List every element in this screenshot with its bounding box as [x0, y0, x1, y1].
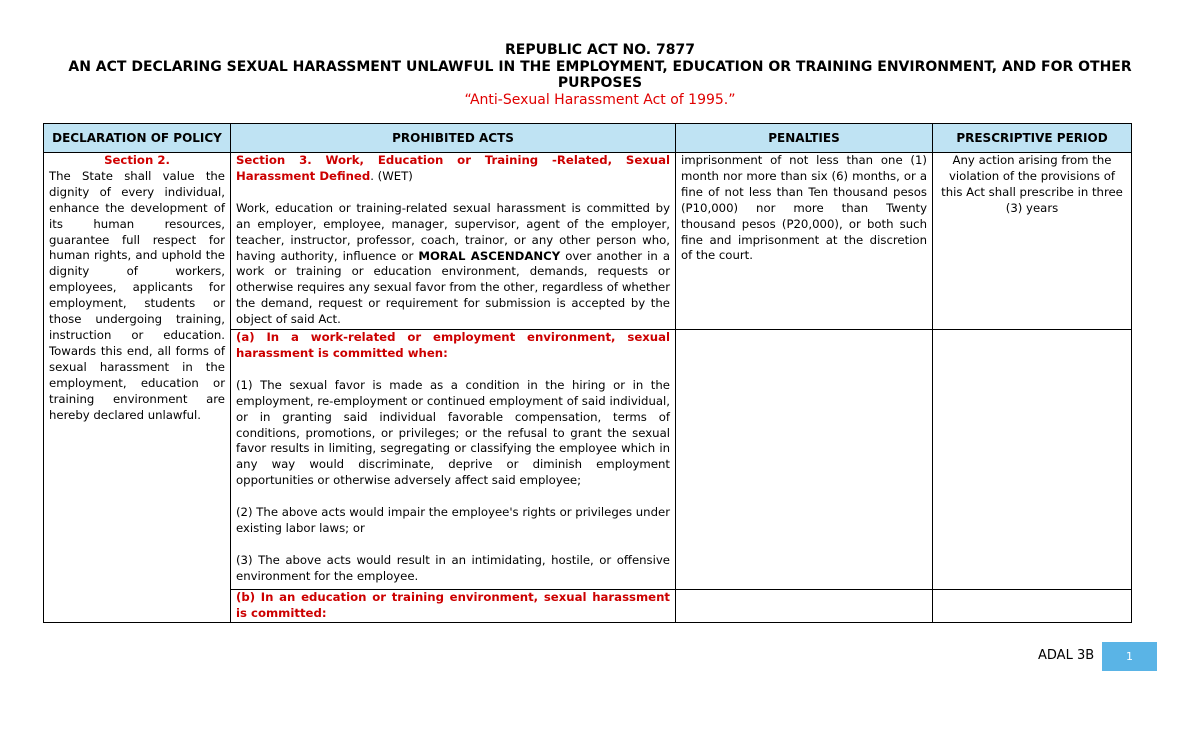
page-number-box: 1: [1102, 642, 1157, 671]
table-row: [44, 153, 1132, 330]
definition-text: [236, 201, 670, 328]
act-summary-table: [43, 123, 1132, 623]
empty-prescriptive-cell: [933, 330, 1132, 590]
column-header-prescriptive-period: PRESCRIPTIVE PERIOD: [933, 124, 1132, 153]
prohibited-acts-cell: [231, 153, 676, 330]
section-2-heading: Section 2.: [104, 153, 170, 167]
section-3-heading: Section 3. Work, Education or Training -Related, Sexual Harassment Defined: [236, 153, 670, 183]
act-subtitle: AN ACT DECLARING SEXUAL HARASSMENT UNLAWFUL IN THE EMPLOYMENT, EDUCATION OR TRAINING ENVIRONMENT, AND FOR OTHER PURPOSES: [68, 59, 1132, 91]
column-header-penalties: PENALTIES: [676, 124, 933, 153]
declaration-of-policy-cell: [44, 153, 231, 623]
column-header-policy: DECLARATION OF POLICY: [44, 124, 231, 153]
education-environment-heading: (b) In an education or training environment, sexual harassment is committed:: [236, 590, 670, 620]
condition-item-3: (3) The above acts would result in an intimidating, hostile, or offensive environment for the employee.: [236, 552, 670, 583]
empty-penalties-cell: [676, 330, 933, 590]
condition-item-1: (1) The sexual favor is made as a condition in the hiring or in the employment, re-employment or continued employment of said individual, or in granting said individual favorable compensation, terms of conditions, promotions, or privileges; or the refusal to grant the sexual favor results in limiting, segregating or classifying the employee which in any way would discriminate, deprive or diminish employment opportunities or otherwise adversely affect said employee;: [236, 377, 670, 488]
table-header-row: [44, 124, 1132, 153]
act-title: REPUBLIC ACT NO. 7877: [505, 42, 695, 58]
moral-ascendancy-term: MORAL ASCENDANCY: [418, 248, 561, 263]
prescriptive-period-cell: Any action arising from the violation of the provisions of this Act shall prescribe in three (3) years: [933, 153, 1132, 330]
work-environment-heading: (a) In a work-related or employment environment, sexual harassment is committed when:: [236, 330, 670, 360]
work-environment-cell: [231, 330, 676, 590]
definition-text-part: Work, education or training-related sexual harassment is committed by an employer, employee, manager, supervisor, agent of the employer, teacher, instructor, professor, coach, trainor, or any other person who, having authority, influence or: [236, 200, 670, 263]
document-header: [40, 42, 1160, 109]
condition-item-2: (2) The above acts would impair the employee's rights or privileges under existing labor laws; or: [236, 505, 670, 536]
column-header-prohibited-acts: PROHIBITED ACTS: [231, 124, 676, 153]
empty-prescriptive-cell: [933, 590, 1132, 623]
policy-text: The State shall value the dignity of every individual, enhance the development of its human resources, guarantee full respect for human rights, and uphold the dignity of workers, employees, applicants for employment, students or those undergoing training, instruction or education. Towards this end, all forms of sexual harassment in the employment, education or training environment are hereby declared unlawful.: [49, 168, 225, 422]
definition-text-part: over another in a work or training or education environment, demands, requests or otherwise requires any sexual favor from the other, regardless of whether the demand, request or requirement for submission is accepted by the object of said Act.: [236, 248, 670, 327]
section-3-suffix: . (WET): [370, 168, 413, 183]
empty-penalties-cell: [676, 590, 933, 623]
footer-label: ADAL 3B: [1038, 648, 1095, 663]
act-nickname: “Anti-Sexual Harassment Act of 1995.”: [464, 92, 736, 108]
education-environment-cell: [231, 590, 676, 623]
penalties-cell: imprisonment of not less than one (1) month nor more than six (6) months, or a fine of not less than Ten thousand pesos (P10,000) nor more than Twenty thousand pesos (P20,000), or both such fine and imprisonment at the discretion of the court.: [676, 153, 933, 330]
